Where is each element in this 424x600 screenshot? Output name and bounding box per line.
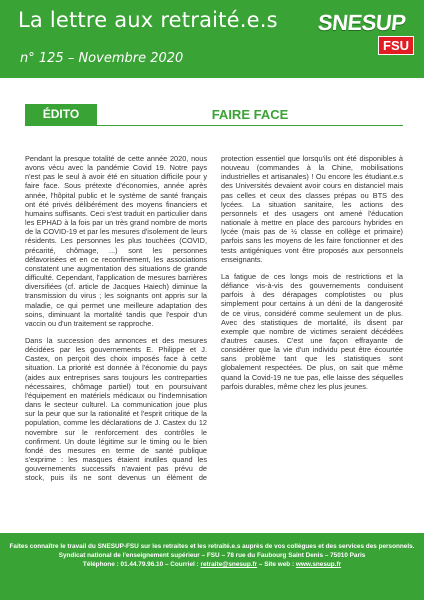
footer-line-2: Syndicat national de l'enseignement supérieur – FSU – 78 rue du Faubourg Saint Denis – 75010 Paris (58, 552, 366, 559)
edito-bar (25, 104, 403, 126)
newsletter-title: La lettre aux retraité.e.s (18, 8, 278, 32)
footer-line-1: Faites connaître le travail du SNESUP-FSU sur les retraites et les retraité.e.s auprès de vos collègues et des services des personnels. (9, 543, 415, 550)
paragraph: Dans la succession des annonces et des mesures décidées par les gouvernements E. Philippe et J. Castex, on perçoit des choix imposés face à cette situation. La priorité est donnée à l'économie du pays (aides aux entreprises sans toujours les contreparties nécessaires, chômage partiel) tout en poursuivant l'équipement en matériels médicaux ou l'indemnisation dans le secteur culturel. La communication joue plus sur la peur que sur la rationalité et l'esprit critique de la population, comme les déclarations de J. Castex du 12 novembre sur le renforcement des contrôles le confirment. Un doute légitime sur le timing ou le bien fondé des mesures en terme de santé publique s'exprime : les masques étaient inutiles quand les gouvernements successifs n'avaient pas prévu de stock, puis ils ne sont devenus un élément de protection essentiel que lorsqu'ils ont été disponibles à nouveau (commandes à la Chine, mobilisations industrielles et artisanales) ! Ou encore les étudiant.e.s des Universités devaient avoir cours en distanciel mais pas celles et ceux des classes prépas ou BTS des lycées. La situation sanitaire, les actions des personnels et des usagers ont amené l'éducation nationale à mettre en place des parcours hybrides en lycée (mais pas de ½ classe en collège et primaire) parfois sans les moyens de les faire fonctionner et des tests antigéniques vont être proposés aux personnels enseignants. (25, 154, 403, 483)
edito-tag: ÉDITO (25, 104, 97, 125)
issue-number: n° 125 – Novembre 2020 (20, 51, 184, 66)
footer (0, 533, 424, 600)
footer-line-3 (0, 560, 424, 569)
logo-badge: FSU (378, 36, 414, 55)
logo-text: SNESUP (316, 10, 407, 35)
paragraph: Pendant la presque totalité de cette année 2020, nous avons vécu avec la pandémie Covid 19. Notre pays n'est pas le seul à avoir été en situation difficile pour y faire face. Sous prétexte d'économies, année après année, l'hôpital public et le système de santé français ont été privés délibérément des moyens financiers et humains suffisants. Ceci s'est traduit en particulier dans les EPHAD à la fois par un très grand nombre de morts de la COVID-19 et par les mesures d'isolement de leurs résidents. Les personnes les plus touchées (COVID, précarité, chômage, ...) sont les personnes défavorisées et en ce reconfinement, les associations constatent une augmentation des situations de grande difficulté. Cependant, l'application de mesures barrières diversifiées (cf. article de Jacques Haiech) diminue la transmission du virus ; les soignants ont appris sur la maladie, ce qui permet une meilleure adaptation des soins, diminuant la mortalité tandis que l'espoir d'un vaccin ou d'un traitement se rapproche. (25, 154, 207, 328)
email-link[interactable]: retraite@snesup.fr (200, 561, 258, 568)
footer-phone: Téléphone : 01.44.79.96.10 – Courriel : (82, 561, 199, 568)
website-link[interactable]: www.snesup.fr (295, 561, 342, 568)
edito-heading: FAIRE FACE (211, 107, 289, 122)
paragraph: La fatigue de ces longs mois de restrictions et la défiance vis-à-vis des gouvernements conduisent parfois à des dérapages complotistes ou plus simplement pour certains à un déni de la dangerosité de ce virus, considéré comme seulement un de plus. Avec des statistiques de mortalité, ils disent par exemple que nombre de victimes seraient décédées d'autres causes. C'est une façon effrayante de considérer que la vie d'un individu peut être écourtée sans problème tant que les statistiques sont globalement respectées. De plus, on sait que même quand la Covid-19 ne tue pas, elle laisse des séquelles parfois durables, même chez les plus jeunes. (221, 271, 403, 391)
article-body (25, 154, 403, 486)
footer-site-label: – Site web : (258, 561, 295, 568)
header-banner (0, 0, 424, 78)
snesup-fsu-logo[interactable] (318, 10, 416, 62)
